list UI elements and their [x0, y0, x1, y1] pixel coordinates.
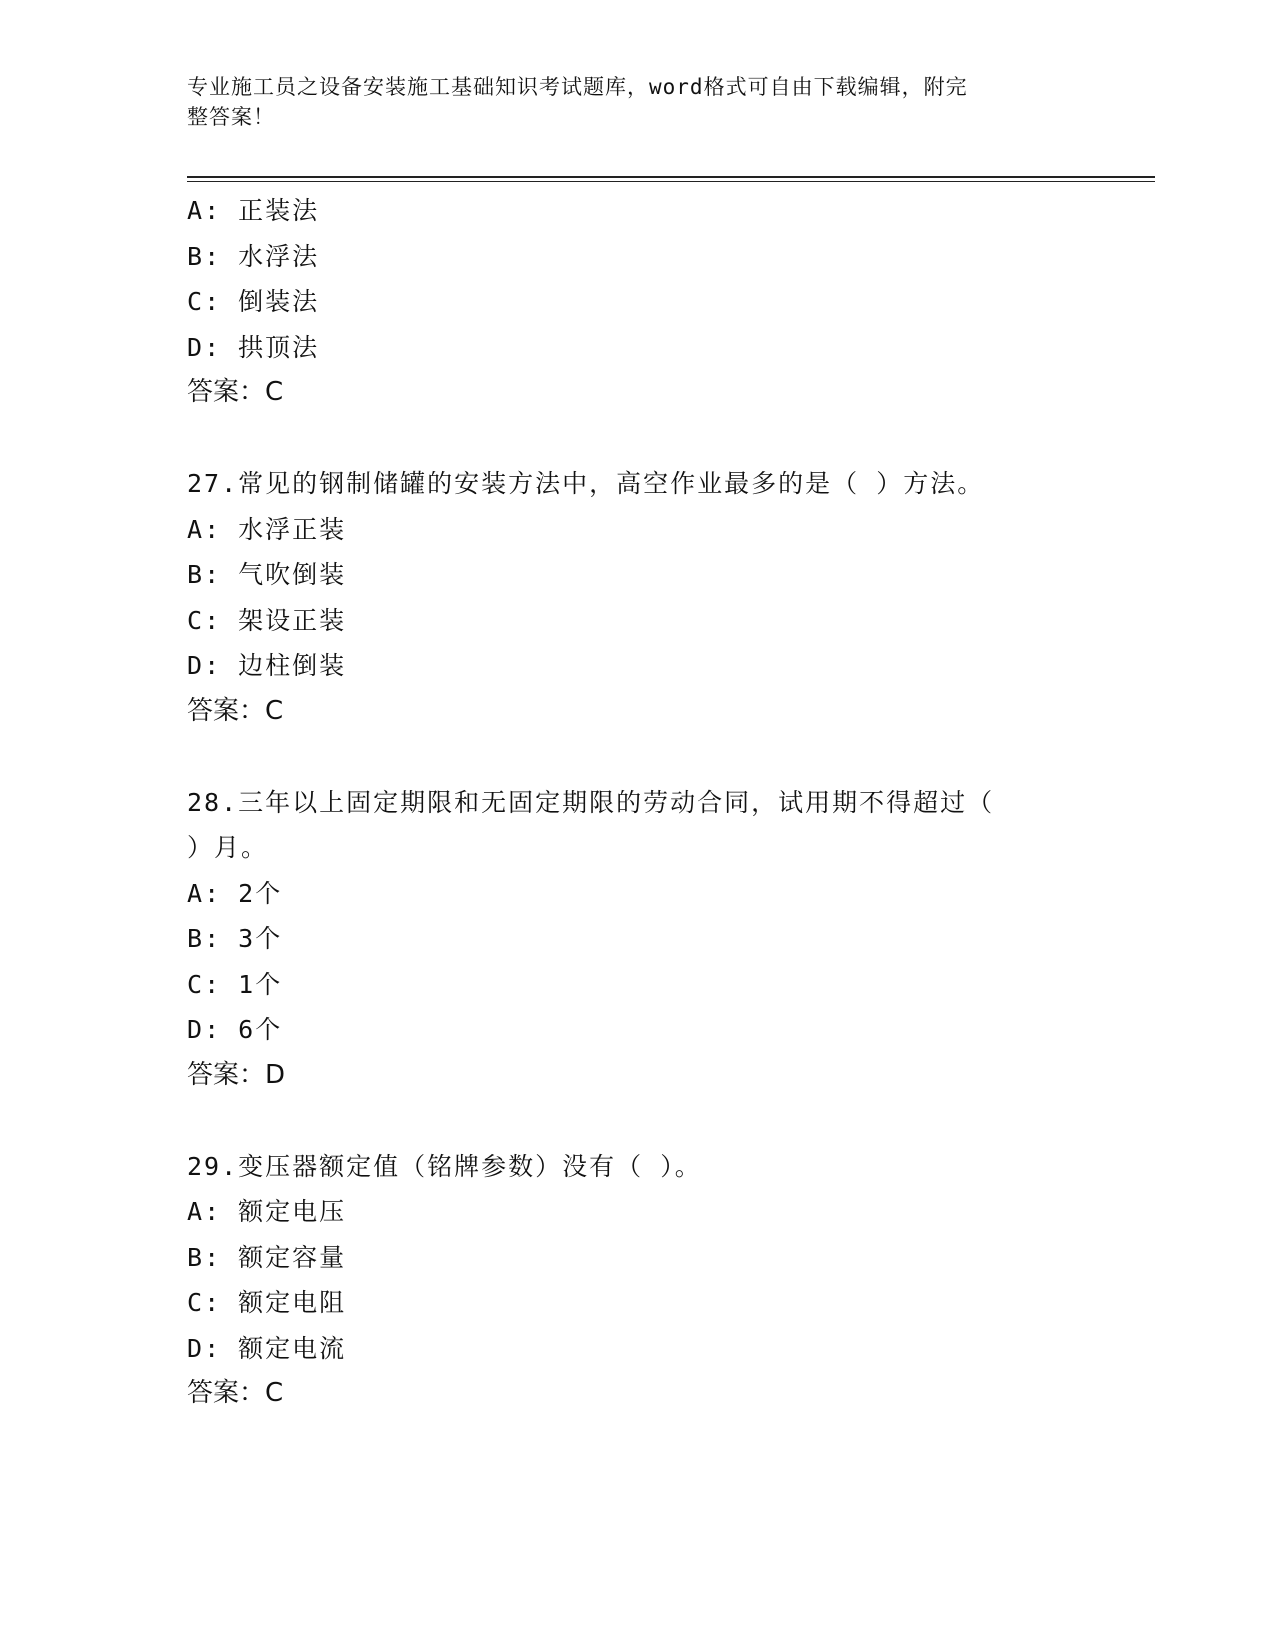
answer-line: 答案：C: [187, 377, 284, 407]
answer-line: 答案：C: [187, 695, 284, 726]
option-b: B: 水浮法: [187, 241, 320, 271]
carryover-question: [187, 188, 1067, 416]
header-line-1: 专业施工员之设备安装施工基础知识考试题库，word格式可自由下载编辑，附完: [187, 75, 968, 99]
option-c: C: 架设正装: [187, 605, 347, 635]
question-stem-continuation: ）月。: [187, 833, 269, 862]
option-c: C: 倒装法: [187, 287, 320, 316]
question-stem: 28.三年以上固定期限和无固定期限的劳动合同，试用期不得超过（: [187, 787, 995, 817]
question-stem: 29.变压器额定值（铭牌参数）没有（ ）。: [187, 1151, 702, 1181]
option-b: B: 额定容量: [187, 1242, 347, 1272]
option-b: B: 气吹倒装: [187, 560, 347, 589]
option-a: A: 正装法: [187, 196, 320, 225]
header-line-2: 整答案！: [187, 105, 275, 129]
option-d: D: 边柱倒装: [187, 651, 347, 680]
header-rule-thick: [187, 176, 1155, 178]
option-c: C: 1个: [187, 969, 283, 999]
header-rule-thin: [187, 181, 1155, 182]
question-27: [187, 461, 1067, 734]
option-a: A: 水浮正装: [187, 514, 347, 544]
spacer: [187, 734, 1067, 780]
spacer: [187, 416, 1067, 462]
option-d: D: 额定电流: [187, 1333, 347, 1363]
spacer: [187, 1098, 1067, 1144]
answer-line: 答案：C: [187, 1378, 284, 1408]
question-list: [187, 188, 1067, 1417]
option-d: D: 6个: [187, 1015, 283, 1044]
option-c: C: 额定电阻: [187, 1288, 347, 1317]
option-d: D: 拱顶法: [187, 332, 320, 362]
document-header: [187, 72, 1067, 132]
option-a: A: 额定电压: [187, 1197, 347, 1226]
question-28: [187, 780, 1067, 1099]
option-a: A: 2个: [187, 878, 283, 908]
question-stem: 27.常见的钢制储罐的安装方法中，高空作业最多的是（ ）方法。: [187, 469, 985, 498]
answer-line: 答案：D: [187, 1059, 286, 1090]
question-29: [187, 1144, 1067, 1417]
option-b: B: 3个: [187, 924, 283, 953]
